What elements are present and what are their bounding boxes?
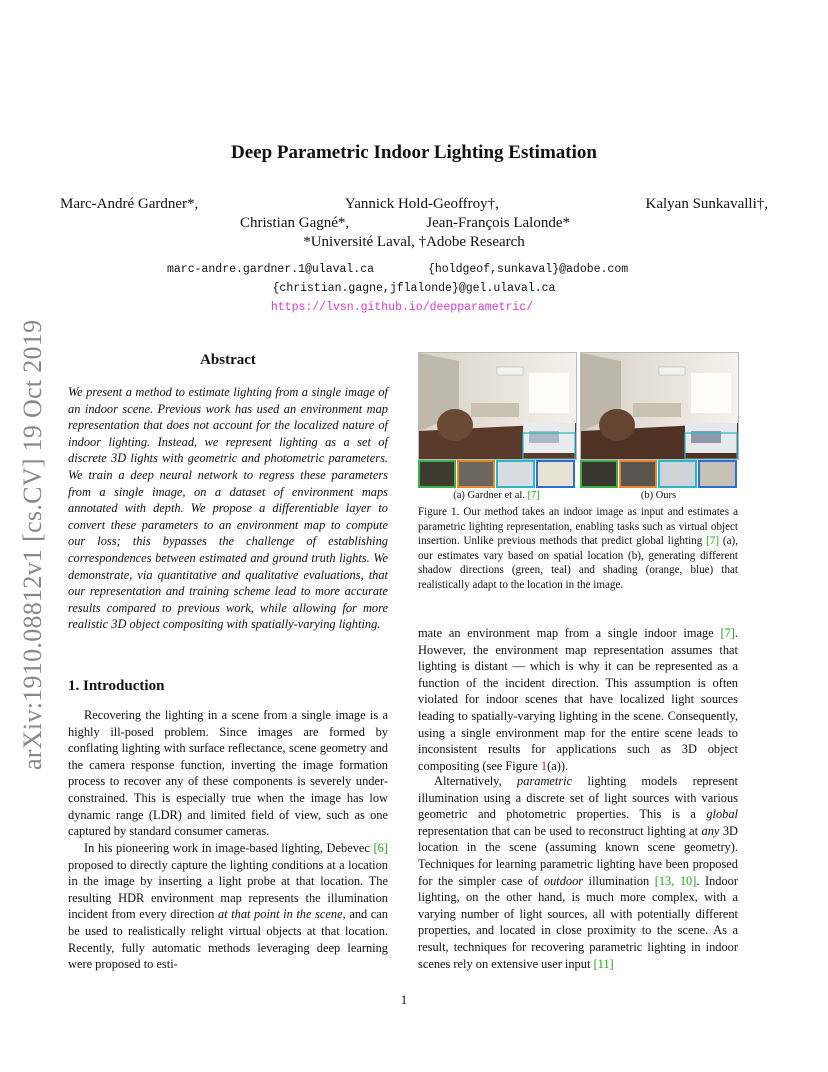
right-paragraph-2: Alternatively, parametric lighting models represent illumination using a discrete set of light sources with various geometric and photometric properties. This is a global representation that can be used to reconstruct lighting at any 3D location in the scene (assuming known scene geometry). Techniques for learning parametric lighting have been proposed for the simpler case of outdoor illumination [13, 10]. Indoor lighting, on the other hand, is much more complex, with a varying number of light sources, all with potentially different properties, and located in close proximity to the scene. As a result, techniques for recovering parametric lighting in indoor scenes rely on extensive user input [11] xyxy=(418,774,738,971)
abstract-heading: Abstract xyxy=(200,352,256,368)
page-number: 1 xyxy=(400,992,408,1007)
right-paragraph-1: mate an environment map from a single indoor image [7]. However, the environment map representation assumes that lighting is distant — which is why it can be represented as a function of the incident direction. This assumption is often violated for indoor scenes that have localized light sources leading to spatially-varying lighting in the scene. Consequently, using a single environment map for the entire scene leads to inconsistent results for applications such as 3D object compositing (see Figure 1(a)). xyxy=(418,626,738,773)
citation-link[interactable]: [11] xyxy=(593,956,614,971)
email-adobe[interactable]: {holdgeof,sunkaval}@adobe.com xyxy=(428,263,629,276)
intro-paragraph-2: In his pioneering work in image-based lighting, Debevec [6] proposed to directly capture the lighting conditions at a location in the image by inserting a light probe at that location. The resulting HDR environment map represents the illumination incident from every direction at that point in the scene, and can be used to realistically relight virtual objects at that location. Recently, fully automatic methods leveraging deep learning were proposed to esti- xyxy=(68,841,388,972)
citation-link[interactable]: [6] xyxy=(373,841,388,855)
thumbnail-teal xyxy=(658,460,697,488)
citation-link[interactable]: [13, 10] xyxy=(654,873,697,888)
thumbnail-blue xyxy=(698,460,737,488)
figure-image-ours xyxy=(580,352,739,460)
author-gardner: Marc-André Gardner*, xyxy=(60,196,199,212)
email-ulaval[interactable]: {christian.gagne,jflalonde}@gel.ulaval.ca xyxy=(272,282,556,295)
arxiv-stamp: arXiv:1910.08812v1 [cs.CV] 19 Oct 2019 xyxy=(18,319,47,770)
affiliations: *Université Laval, †Adobe Research xyxy=(303,234,525,250)
paper-title: Deep Parametric Indoor Lighting Estimation xyxy=(231,142,597,163)
abstract-body: We present a method to estimate lighting from a single image of an indoor scene. Previous work has used an environment map representation that does not account for the localized nature of indoor lighting. Instead, we represent lighting as a set of discrete 3D lights with geometric and photometric parameters. We train a deep neural network to regress these parameters from a single image, on a dataset of environment maps annotated with depth. We propose a differentiable layer to convert these parameters to an environment map to compute our loss; this bypasses the challenge of establishing correspondences between estimated and ground truth lights. We demonstrate, via quantitative and qualitative evaluations, that our representation and training scheme lead to more accurate results compared to previous work, while allowing for more realistic 3D object compositing with spatially-varying lighting. xyxy=(68,385,388,632)
thumbnail-blue xyxy=(536,460,575,488)
thumbnail-strip-b xyxy=(580,460,737,488)
author-line-1 xyxy=(60,196,768,213)
thumbnail-orange xyxy=(619,460,657,488)
figure-caption: Figure 1. Our method takes an indoor image as input and estimates a parametric lighting representation, enabling tasks such as virtual object insertion. Unlike previous methods that predict global lighting [7] (a), our estimates vary based on spatial location (b), generating different shadow directions (green, teal) and shading (orange, blue) that realistically adapt to the location in the image. xyxy=(418,506,738,591)
thumbnail-strip-a xyxy=(418,460,575,488)
figure-1 xyxy=(418,352,738,488)
author-sunkavalli: Kalyan Sunkavalli†, xyxy=(645,196,768,212)
author-lalonde: Jean-François Lalonde* xyxy=(426,215,570,231)
figure-ref-link[interactable]: 1 xyxy=(540,758,548,773)
author-hold-geoffroy: Yannick Hold-Geoffroy†, xyxy=(344,196,499,212)
figure-image-gardner xyxy=(418,352,577,460)
thumbnail-green xyxy=(418,460,456,488)
subfigure-label-b: (b) Ours xyxy=(640,490,677,501)
subfigure-label-a: (a) Gardner et al. [7] xyxy=(453,490,540,501)
project-url-link[interactable]: https://lvsn.github.io/deepparametric/ xyxy=(270,301,534,314)
thumbnail-teal xyxy=(496,460,535,488)
author-gagne: Christian Gagné*, xyxy=(240,215,350,231)
citation-link[interactable]: [7] xyxy=(706,535,720,547)
thumbnail-green xyxy=(580,460,618,488)
intro-paragraph-1: Recovering the lighting in a scene from a single image is a highly ill-posed problem. Since images are formed by conflating lighting with surface reflectance, scene geometry and the camera response function, inverting the image formation process to recover any of these components is severely under-constrained. This is especially true when the image has low dynamic range (LDR) and limited field of view, such as one captured by standard consumer cameras. xyxy=(68,708,388,839)
citation-link[interactable]: [7] xyxy=(527,490,540,501)
intro-heading: 1. Introduction xyxy=(68,678,165,694)
thumbnail-orange xyxy=(457,460,495,488)
citation-link[interactable]: [7] xyxy=(720,626,735,640)
email-gardner[interactable]: marc-andre.gardner.1@ulaval.ca xyxy=(167,263,375,276)
author-line-2 xyxy=(240,215,570,232)
